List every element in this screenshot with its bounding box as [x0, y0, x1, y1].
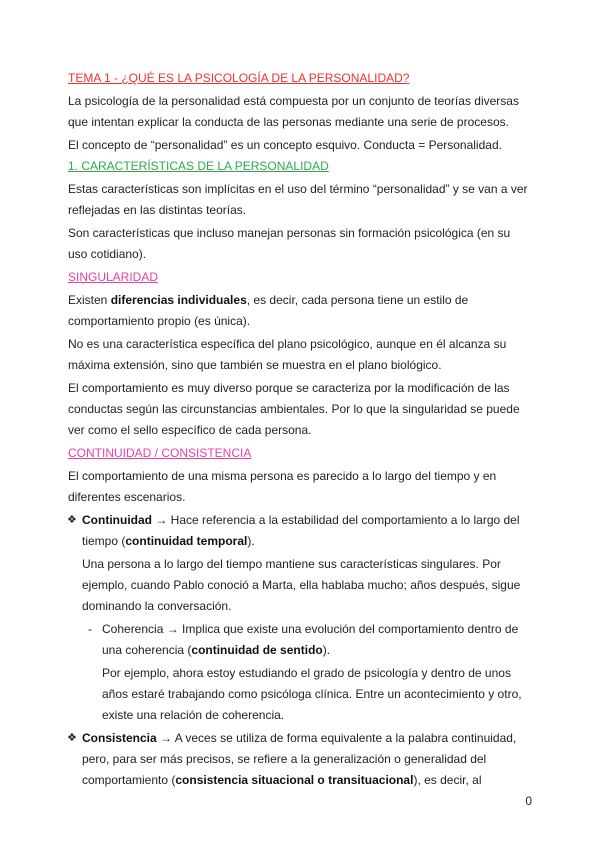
singularidad-paragraph-1: Existen diferencias individuales, es decir, cada persona tiene un estilo de comportamiento propio (es única).: [68, 293, 469, 328]
continuidad-paragraph-1: El comportamiento de una misma persona es parecido a lo largo del tiempo y en diferentes escenarios.: [68, 469, 497, 504]
singularidad-paragraph-2: No es una característica específica del plano psicológico, aunque en él alcanza su máxima extensión, sino que también se muestra en el plano biológico.: [68, 337, 507, 372]
section-heading-caracteristicas: 1. CARACTERÍSTICAS DE LA PERSONALIDAD: [68, 159, 329, 173]
bold-term: diferencias individuales: [110, 293, 247, 307]
subbullet-coherencia: - Coherencia → Implica que existe una evolución del comportamiento dentro de una coherencia (continuidad de sentido).: [68, 619, 530, 661]
diamond-bullet-icon: ❖: [67, 514, 77, 526]
page-number: 0: [525, 794, 532, 808]
intro-paragraph-2: El concepto de “personalidad” es un concepto esquivo. Conducta = Personalidad.: [68, 138, 502, 152]
page-title: TEMA 1 - ¿QUÉ ES LA PSICOLOGÍA DE LA PERSONALIDAD?: [68, 71, 410, 85]
singularidad-paragraph-3: El comportamiento es muy diverso porque se caracteriza por la modificación de las conductas según las circunstancias ambientales. Por lo que la singularidad se puede ver como el sello específico de cada persona.: [68, 381, 520, 437]
subheading-continuidad: CONTINUIDAD / CONSISTENCIA: [68, 446, 252, 460]
bullet-continuidad: ❖ Continuidad → Hace referencia a la estabilidad del comportamiento a lo largo del tiempo (continuidad temporal).: [68, 510, 530, 552]
subheading-singularidad: SINGULARIDAD: [68, 270, 159, 284]
continuidad-example: Una persona a lo largo del tiempo mantiene sus características singulares. Por ejemplo, cuando Pablo conoció a Marta, ella hablaba mucho; años después, sigue dominando la conversación.: [82, 557, 521, 613]
document-page: [68, 68, 530, 791]
coherencia-example: Por ejemplo, ahora estoy estudiando el grado de psicología y dentro de unos años estaré trabajando como psicóloga clínica. Entre un acontecimiento y otro, existe una relación de coherencia.: [102, 666, 522, 722]
caracteristicas-paragraph-1: Estas características son implícitas en el uso del término “personalidad” y se van a ver reflejadas en las distintas teorías.: [68, 182, 528, 217]
dash-bullet: -: [88, 622, 92, 636]
caracteristicas-paragraph-2: Son características que incluso manejan personas sin formación psicológica (en su uso cotidiano).: [68, 226, 511, 261]
diamond-bullet-icon: ❖: [67, 732, 77, 744]
bullet-consistencia: ❖ Consistencia → A veces se utiliza de forma equivalente a la palabra continuidad, pero, para ser más precisos, se refiere a la generalización o generalidad del comportamiento (consistencia situacional o transituacional), es decir, al: [68, 728, 530, 791]
intro-paragraph-1: La psicología de la personalidad está compuesta por un conjunto de teorías diversas que intentan explicar la conducta de las personas mediante una serie de procesos.: [68, 94, 519, 129]
